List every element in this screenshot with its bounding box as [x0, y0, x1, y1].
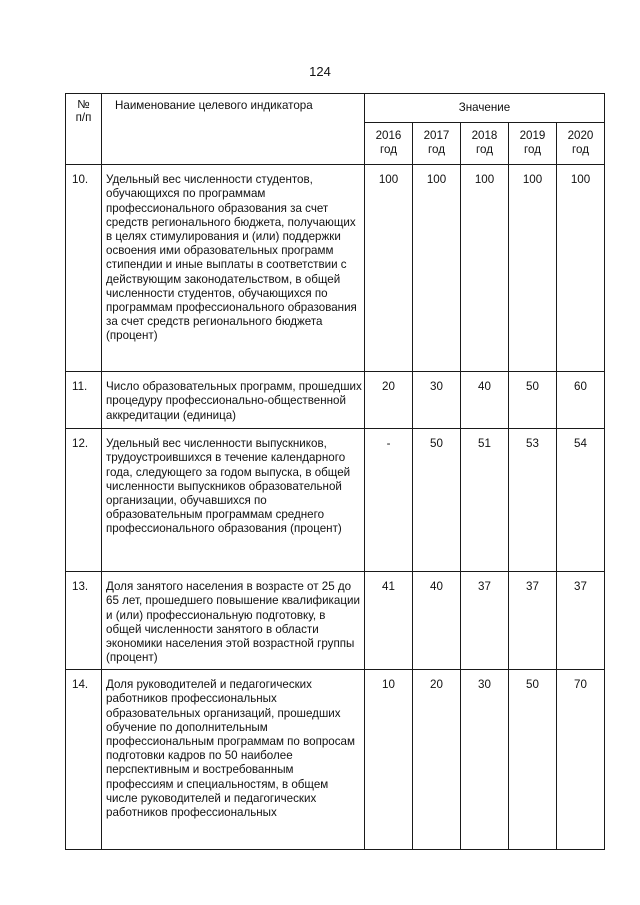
value-cell: -	[365, 429, 413, 572]
row-number: 14.	[66, 670, 102, 850]
value-cell: 100	[509, 165, 557, 372]
year-unit: год	[524, 143, 541, 157]
value-cell: 51	[461, 429, 509, 572]
value-cell: 54	[557, 429, 605, 572]
value-cell: 100	[413, 165, 461, 372]
indicator-name: Число образовательных программ, прошедших процедуру профессионально-общественной аккредитации (единица)	[102, 372, 365, 429]
value-cell: 30	[413, 372, 461, 429]
indicator-name: Доля занятого населения в возрасте от 25 до 65 лет, прошедшего повышение квалификации и (или) профессиональную подготовку, в общей численности занятого в области экономики населения этой возрастной группы (процент)	[102, 572, 365, 670]
table-row	[66, 670, 605, 850]
year-label: 2019	[519, 129, 546, 143]
value-cell: 60	[557, 372, 605, 429]
header-value	[365, 94, 605, 123]
row-number: 12.	[66, 429, 102, 572]
value-cell: 100	[557, 165, 605, 372]
value-cell: 100	[461, 165, 509, 372]
header-year	[509, 123, 557, 165]
header-name	[102, 94, 365, 165]
value-cell: 40	[461, 372, 509, 429]
value-cell: 50	[413, 429, 461, 572]
indicator-name: Удельный вес численности выпускников, трудоустроившихся в течение календарного года, следующего за годом выпуска, в общей численности выпускников образовательной организации, обучавшихся по образовательным программам среднего профессионального образования (процент)	[102, 429, 365, 572]
header-year	[413, 123, 461, 165]
year-unit: год	[380, 143, 397, 157]
value-cell: 20	[413, 670, 461, 850]
value-cell: 37	[461, 572, 509, 670]
header-year	[557, 123, 605, 165]
value-cell: 20	[365, 372, 413, 429]
year-label: 2018	[471, 129, 498, 143]
value-cell: 50	[509, 372, 557, 429]
row-number: 13.	[66, 572, 102, 670]
value-cell: 100	[365, 165, 413, 372]
year-label: 2017	[423, 129, 450, 143]
header-year	[461, 123, 509, 165]
header-year	[365, 123, 413, 165]
page-number: 124	[309, 64, 331, 79]
table-row	[66, 372, 605, 429]
indicator-name: Доля руководителей и педагогических работников профессиональных образовательных организаций, прошедших обучение по дополнительным профессиональным программам по вопросам подготовки кадров по 50 наиболее перспективным и востребованным профессиям и специальностям, в общем числе руководителей и педагогических работников профессиональных	[102, 670, 365, 850]
year-label: 2016	[375, 129, 402, 143]
row-number: 11.	[66, 372, 102, 429]
year-unit: год	[572, 143, 589, 157]
year-unit: год	[428, 143, 445, 157]
row-number: 10.	[66, 165, 102, 372]
value-cell: 50	[509, 670, 557, 850]
indicator-table	[65, 93, 605, 850]
value-cell: 37	[557, 572, 605, 670]
table-row	[66, 165, 605, 372]
year-label: 2020	[567, 129, 594, 143]
value-cell: 30	[461, 670, 509, 850]
header-row	[66, 94, 605, 123]
value-cell: 40	[413, 572, 461, 670]
table-row	[66, 572, 605, 670]
value-cell: 10	[365, 670, 413, 850]
value-cell: 53	[509, 429, 557, 572]
table-row	[66, 429, 605, 572]
header-value-label: Значение	[458, 101, 511, 114]
header-num-label: № п/п	[75, 98, 92, 124]
header-num	[66, 94, 102, 165]
value-cell: 37	[509, 572, 557, 670]
header-name-label: Наименование целевого индикатора	[115, 99, 313, 112]
value-cell: 41	[365, 572, 413, 670]
indicator-name: Удельный вес численности студентов, обучающихся по программам профессионального образования за счет средств регионального бюджета, получающих в целях стимулирования и (или) поддержки освоения ими образовательных программ стипендии и иные выплаты в соответствии с действующим законодательством, в общей численности студентов, обучающихся по программам профессионального образования за счет средств регионального бюджета (процент)	[102, 165, 365, 372]
year-unit: год	[476, 143, 493, 157]
value-cell: 70	[557, 670, 605, 850]
